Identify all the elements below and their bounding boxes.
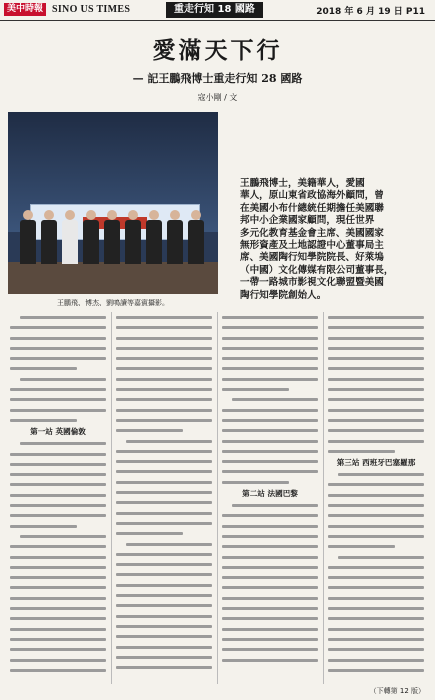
text-line xyxy=(222,634,318,644)
text-line xyxy=(10,449,106,459)
text-line xyxy=(116,528,212,538)
text-line xyxy=(328,624,424,634)
article-body xyxy=(0,312,435,684)
text-line xyxy=(222,384,318,394)
section-heading: 第二站 法國巴黎 xyxy=(242,489,298,499)
text-line xyxy=(10,665,106,675)
photo-person xyxy=(41,210,57,264)
text-line xyxy=(328,510,424,520)
text-line xyxy=(116,436,212,446)
text-line xyxy=(328,500,424,510)
text-line xyxy=(328,384,424,394)
text-line xyxy=(10,624,106,634)
pull-quote-line: 一帶一路城市影視文化聯盟暨美國 xyxy=(240,277,384,289)
text-line xyxy=(328,490,424,500)
article-title: 愛滿天下行 xyxy=(152,37,283,64)
text-line xyxy=(222,541,318,551)
text-line xyxy=(328,333,424,343)
text-line xyxy=(222,353,318,363)
text-line xyxy=(10,582,106,592)
text-line xyxy=(222,456,318,466)
text-line xyxy=(116,590,212,600)
text-line xyxy=(222,415,318,425)
text-line xyxy=(222,363,318,373)
text-line xyxy=(328,374,424,384)
text-line xyxy=(328,425,424,435)
newspaper-name: SINO US TIMES xyxy=(52,4,131,15)
pull-quote-line: 席、美國陶行知學院院長、好萊塢 xyxy=(240,252,384,264)
text-line xyxy=(116,631,212,641)
photo-person xyxy=(125,210,141,264)
text-line xyxy=(116,363,212,373)
text-line xyxy=(328,343,424,353)
text-line xyxy=(328,312,424,322)
text-line xyxy=(10,603,106,613)
text-line xyxy=(116,642,212,652)
text-line xyxy=(222,394,318,404)
text-line xyxy=(10,500,106,510)
pull-quote-line: 王鵬飛博士，美籍華人，愛國 xyxy=(240,178,365,189)
text-line xyxy=(222,446,318,456)
text-line xyxy=(222,562,318,572)
text-line xyxy=(328,531,424,541)
text-line xyxy=(116,322,212,332)
text-line xyxy=(10,521,106,531)
photo-person xyxy=(167,210,183,264)
text-line xyxy=(222,477,318,487)
pull-quote-line: 無形資產及土地認證中心董事局主 xyxy=(240,240,384,252)
text-line xyxy=(328,603,424,613)
text-line xyxy=(328,541,424,551)
text-line xyxy=(116,487,212,497)
text-line xyxy=(116,518,212,528)
text-line xyxy=(222,510,318,520)
text-line xyxy=(10,394,106,404)
text-line xyxy=(328,479,424,489)
text-line xyxy=(10,374,106,384)
photo-person xyxy=(83,210,99,264)
text-line xyxy=(10,552,106,562)
text-line xyxy=(222,644,318,654)
text-line xyxy=(10,459,106,469)
text-line xyxy=(328,405,424,415)
page-header xyxy=(0,0,435,21)
text-line xyxy=(116,549,212,559)
pull-quote-line: 邦中小企業國家顧問，現任世界 xyxy=(240,215,375,227)
text-line xyxy=(222,405,318,415)
text-line xyxy=(328,322,424,332)
text-line xyxy=(222,466,318,476)
photo-person xyxy=(188,210,204,264)
body-column-3 xyxy=(222,312,318,684)
text-line xyxy=(116,477,212,487)
text-line xyxy=(116,508,212,518)
text-line xyxy=(10,322,106,332)
text-line xyxy=(10,405,106,415)
text-line xyxy=(328,655,424,665)
text-line xyxy=(222,531,318,541)
text-line xyxy=(10,353,106,363)
text-line xyxy=(116,394,212,404)
text-line xyxy=(116,580,212,590)
text-line xyxy=(10,312,106,322)
text-line xyxy=(10,490,106,500)
text-line xyxy=(116,456,212,466)
section-heading: 第三站 西班牙巴塞羅那 xyxy=(336,458,416,468)
text-line xyxy=(116,405,212,415)
text-line xyxy=(10,384,106,394)
text-line xyxy=(328,634,424,644)
text-line xyxy=(10,510,106,520)
text-line xyxy=(222,436,318,446)
text-line xyxy=(328,353,424,363)
text-line xyxy=(328,469,424,479)
text-line xyxy=(10,438,106,448)
pull-quote-line: 陶行知學院創始人。 xyxy=(240,289,327,301)
photo-person xyxy=(20,210,36,264)
article-subtitle: — 記王鵬飛博士重走行知 28 國路 xyxy=(132,72,303,85)
text-line xyxy=(10,531,106,541)
text-line xyxy=(328,572,424,582)
text-line xyxy=(10,469,106,479)
body-column-4 xyxy=(328,312,424,684)
text-line xyxy=(222,322,318,332)
text-line xyxy=(116,569,212,579)
text-line xyxy=(222,552,318,562)
text-line xyxy=(222,624,318,634)
text-line xyxy=(222,521,318,531)
text-line xyxy=(328,446,424,456)
group-photo xyxy=(8,112,218,294)
text-line xyxy=(10,613,106,623)
text-line xyxy=(222,333,318,343)
photo-caption: 王鵬飛、博杰、劉鳴讀等嘉賓攝影。 xyxy=(57,299,169,307)
pull-quote xyxy=(240,178,410,302)
text-line xyxy=(222,343,318,353)
pull-quote-line: 華人，原山東省政協海外顧問，曾 xyxy=(240,190,384,202)
text-line xyxy=(10,479,106,489)
text-line xyxy=(10,572,106,582)
text-line xyxy=(10,333,106,343)
body-column-2 xyxy=(116,312,212,684)
text-line xyxy=(10,363,106,373)
text-line xyxy=(10,562,106,572)
text-line xyxy=(222,613,318,623)
section-label: 重走行知 18 國路 xyxy=(166,2,263,18)
text-line xyxy=(222,655,318,665)
photo-stage-floor xyxy=(8,262,218,294)
text-line xyxy=(328,521,424,531)
text-line xyxy=(10,541,106,551)
byline: 寇小剛 / 文 xyxy=(197,93,238,102)
section-heading: 第一站 英國倫敦 xyxy=(30,427,86,437)
text-line xyxy=(328,593,424,603)
text-line xyxy=(222,572,318,582)
text-line xyxy=(328,665,424,675)
text-line xyxy=(328,562,424,572)
text-line xyxy=(328,415,424,425)
text-line xyxy=(116,333,212,343)
text-line xyxy=(328,644,424,654)
text-line xyxy=(116,353,212,363)
text-line xyxy=(116,611,212,621)
text-line xyxy=(222,603,318,613)
date-page: 2018 年 6 月 19 日 P11 xyxy=(316,7,425,17)
pull-quote-line: 在美國小布什總統任期擔任美國聯 xyxy=(240,202,384,214)
text-line xyxy=(222,374,318,384)
text-line xyxy=(222,593,318,603)
text-line xyxy=(10,655,106,665)
text-line xyxy=(116,621,212,631)
text-line xyxy=(328,394,424,404)
pull-quote-line: （中國）文化傳媒有限公司董事長， xyxy=(240,264,394,276)
text-line xyxy=(328,363,424,373)
text-line xyxy=(10,415,106,425)
text-line xyxy=(116,652,212,662)
text-line xyxy=(328,552,424,562)
photo-person xyxy=(146,210,162,264)
text-line xyxy=(116,497,212,507)
text-line xyxy=(222,582,318,592)
text-line xyxy=(222,500,318,510)
body-column-1 xyxy=(10,312,106,684)
text-line xyxy=(116,374,212,384)
newspaper-logo: 美中時報 xyxy=(4,3,46,16)
pull-quote-line: 多元化教育基金會主席、美國國家 xyxy=(240,227,384,239)
text-line xyxy=(116,539,212,549)
text-line xyxy=(116,425,212,435)
text-line xyxy=(116,559,212,569)
text-line xyxy=(328,436,424,446)
text-line xyxy=(116,312,212,322)
text-line xyxy=(328,613,424,623)
text-line xyxy=(116,662,212,672)
text-line xyxy=(10,593,106,603)
text-line xyxy=(116,446,212,456)
photo-person xyxy=(62,210,78,264)
text-line xyxy=(10,634,106,644)
text-line xyxy=(10,644,106,654)
text-line xyxy=(328,582,424,592)
photo-person xyxy=(104,210,120,264)
text-line xyxy=(222,312,318,322)
text-line xyxy=(10,343,106,353)
text-line xyxy=(222,425,318,435)
continued-note: （下轉第 12 版） xyxy=(369,687,425,695)
text-line xyxy=(116,600,212,610)
text-line xyxy=(116,466,212,476)
text-line xyxy=(116,343,212,353)
text-line xyxy=(116,415,212,425)
text-line xyxy=(116,384,212,394)
